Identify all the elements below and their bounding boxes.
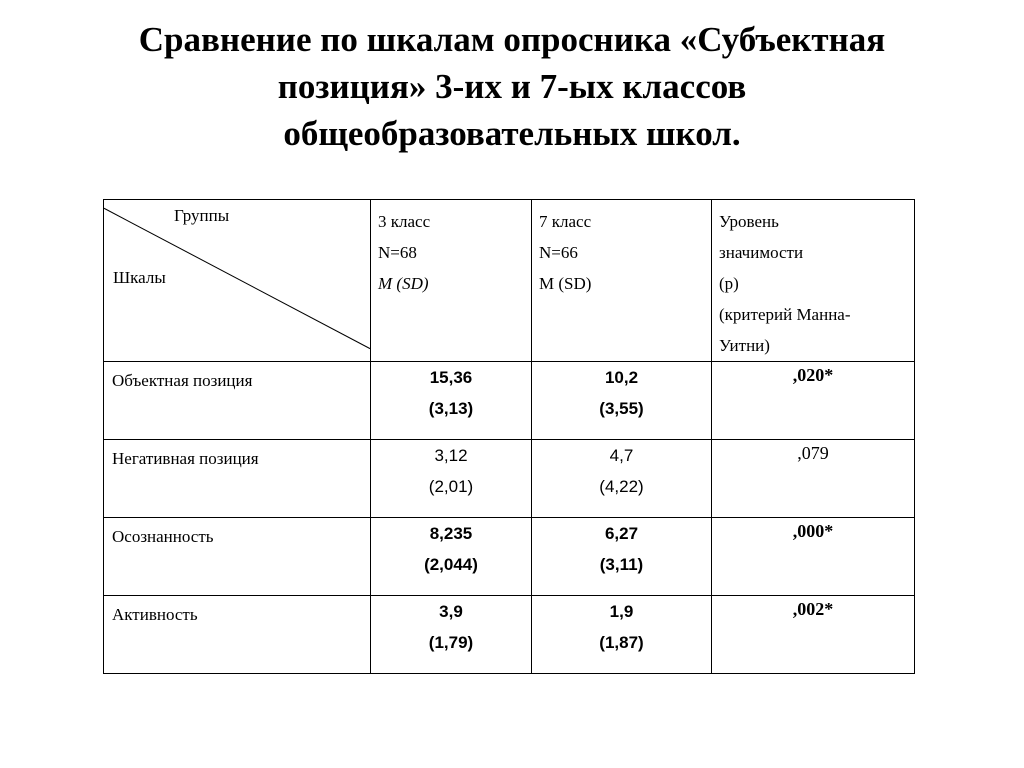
comparison-table: [103, 199, 915, 674]
sd-value: (3,13): [428, 399, 474, 418]
header-grade-7: [532, 200, 712, 362]
p-value: ,002*: [712, 596, 915, 674]
mean-value: 3,12: [434, 446, 468, 465]
grade-3-value: [371, 440, 532, 518]
grade-7-label: 7 класс: [539, 212, 592, 231]
significance-line-3: (p): [719, 274, 739, 293]
sd-value: (3,55): [599, 399, 644, 418]
grade-7-n: N=66: [539, 243, 578, 262]
scale-name: Осознанность: [112, 527, 214, 546]
table-row: [104, 518, 915, 596]
table-row: [104, 596, 915, 674]
significance-line-5: Уитни): [719, 336, 770, 355]
title-line-1: Сравнение по шкалам опросника «Субъектная: [138, 20, 886, 59]
p-value: ,020*: [712, 362, 915, 440]
table-row: [104, 440, 915, 518]
scale-name: Активность: [112, 605, 198, 624]
grade-7-value: [532, 596, 712, 674]
mean-value: 15,36: [429, 368, 473, 387]
mean-value: 3,9: [439, 602, 463, 621]
significance-line-2: значимости: [719, 243, 804, 262]
grade-3-n: N=68: [378, 243, 417, 262]
mean-value: 10,2: [604, 368, 639, 387]
grade-3-value: [371, 518, 532, 596]
title-line-3: общеобразовательных школ.: [283, 114, 741, 153]
header-grade-3: [371, 200, 532, 362]
grade-3-stat: M (SD): [378, 274, 429, 293]
mean-value: 8,235: [429, 524, 473, 543]
corner-header-cell: [104, 200, 371, 362]
significance-line-4: (критерий Манна-: [719, 305, 851, 324]
grade-7-value: [532, 518, 712, 596]
grade-3-value: [371, 362, 532, 440]
grade-7-value: [532, 362, 712, 440]
scale-name: Объектная позиция: [112, 371, 253, 390]
scales-label: Шкалы: [113, 268, 166, 287]
groups-label: Группы: [174, 206, 230, 225]
mean-value: 1,9: [609, 602, 634, 621]
significance-line-1: Уровень: [719, 212, 779, 231]
mean-value: 4,7: [609, 446, 634, 465]
sd-value: (1,79): [428, 633, 474, 652]
table-header-row: [104, 200, 915, 362]
p-value: ,079: [712, 440, 915, 518]
grade-7-value: [532, 440, 712, 518]
page-title: [40, 16, 984, 157]
sd-value: (2,01): [428, 477, 474, 496]
mean-value: 6,27: [604, 524, 639, 543]
p-value: ,000*: [712, 518, 915, 596]
sd-value: (2,044): [424, 555, 478, 574]
header-significance: [712, 200, 915, 362]
grade-3-label: 3 класс: [378, 212, 431, 231]
sd-value: (4,22): [599, 477, 644, 496]
grade-3-value: [371, 596, 532, 674]
table-row: [104, 362, 915, 440]
sd-value: (1,87): [599, 633, 644, 652]
sd-value: (3,11): [599, 555, 644, 574]
scale-name: Негативная позиция: [112, 449, 259, 468]
title-line-2: позиция» 3-их и 7-ых классов: [277, 67, 747, 106]
grade-7-stat: M (SD): [539, 274, 592, 293]
